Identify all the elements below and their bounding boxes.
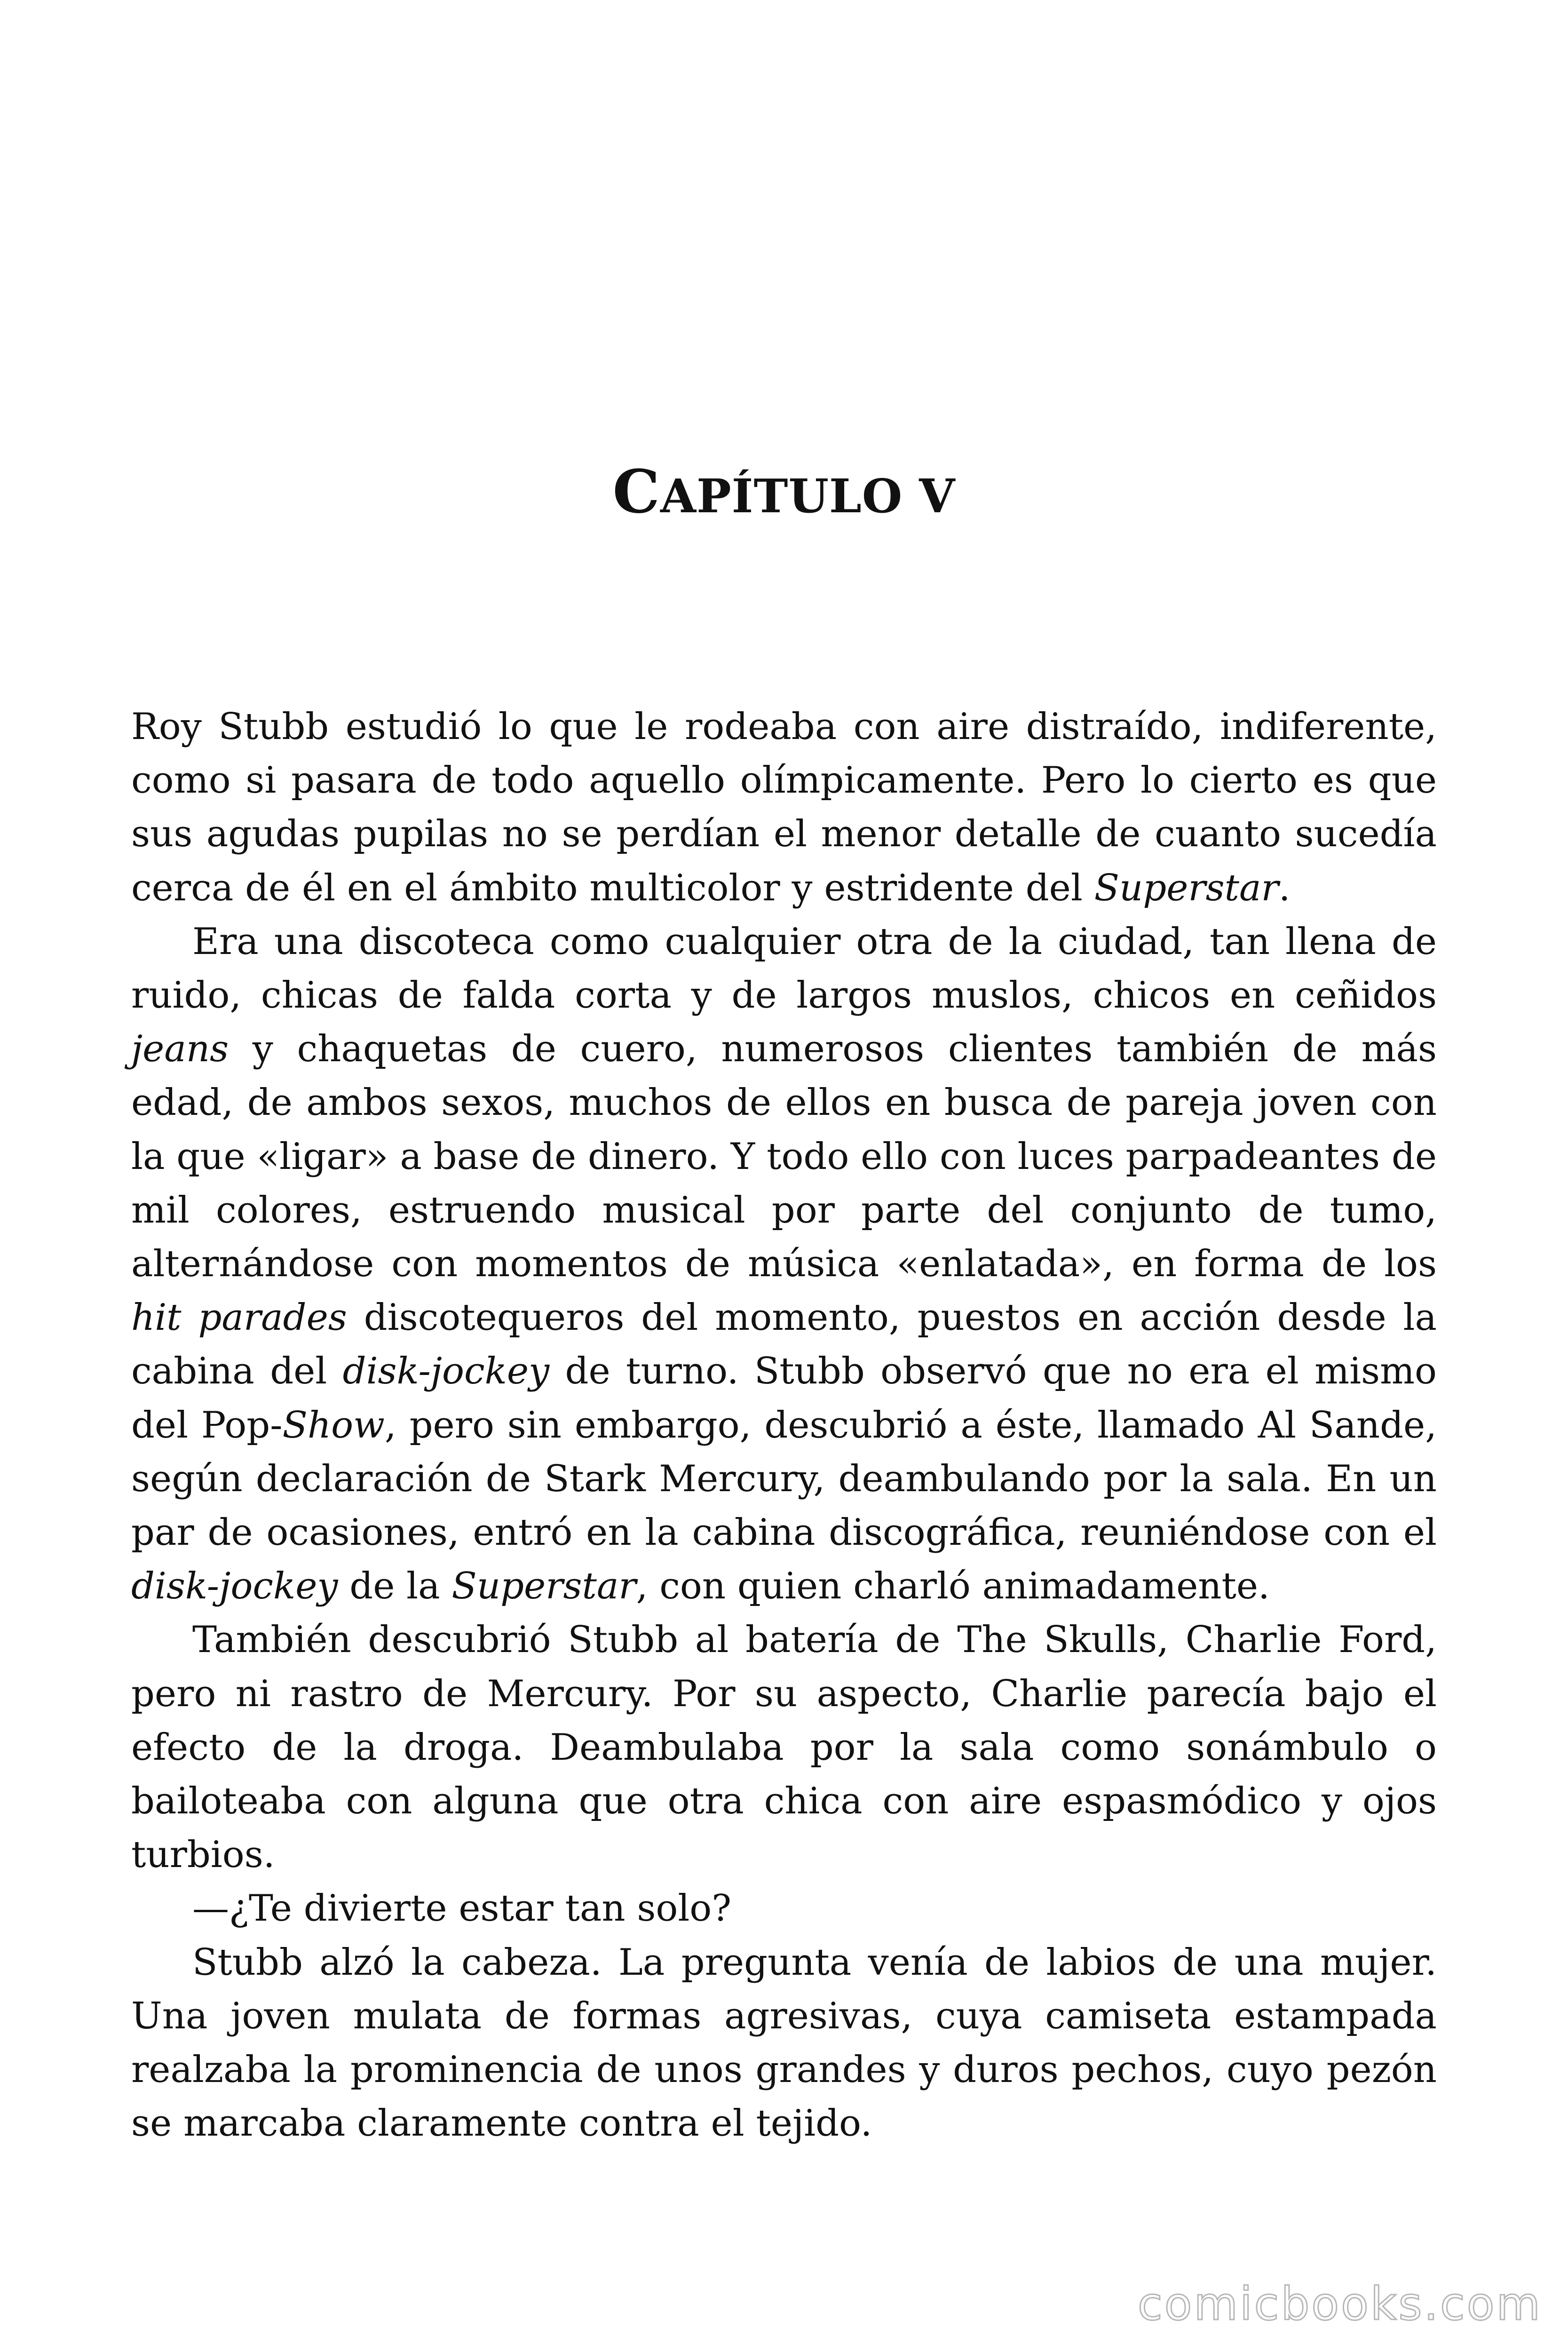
paragraph-text: Stubb alzó la cabeza. La pregunta venía de labios de una mujer. Una joven mulata de formas agresivas, cuya camiseta estampada realzaba la prominencia de unos grandes y duros pechos, cuyo pezón se marcaba claramente contra el tejido. <box>131 1941 1437 2145</box>
watermark: comicbooks.com <box>1137 2278 1542 2330</box>
paragraph-text: . <box>1278 866 1291 909</box>
italic-term: disk-jockey <box>131 1565 338 1608</box>
italic-term: disk-jockey <box>342 1350 550 1393</box>
italic-term: hit parades <box>131 1296 347 1339</box>
paragraph-text: discotequeros del momento, puestos en acción desde la cabina del <box>131 1296 1437 1393</box>
paragraph-text: Era una discoteca como cualquier otra de la ciudad, tan llena de ruido, chicas de falda corta y de largos muslos, chicos en ceñidos <box>131 920 1437 1017</box>
paragraph <box>131 700 1437 915</box>
paragraph-text: Roy Stubb estudió lo que le rodeaba con aire distraído, indiferente, como si pasara de todo aquello olímpicamente. Pero lo cierto es que sus agudas pupilas no se perdían el menor detalle de cuanto sucedía cerca de él en el ámbito multicolor y estridente del <box>131 706 1437 909</box>
paragraph <box>131 1613 1437 1882</box>
chapter-body <box>131 700 1437 2150</box>
paragraph-text: y chaquetas de cuero, numerosos clientes también de más edad, de ambos sexos, muchos de ellos en busca de pareja joven con la que «ligar» a base de dinero. Y todo ello con luces parpadeantes de mil colores, estruendo musical por parte del conjunto de tumo, alternándose con momentos de música «enlatada», en forma de los <box>131 1028 1437 1286</box>
paragraph-text: —¿Te divierte estar tan solo? <box>192 1887 732 1930</box>
dialogue-line <box>131 1882 1437 1935</box>
italic-term: jeans <box>131 1028 229 1071</box>
italic-term: Superstar <box>1094 866 1279 909</box>
paragraph <box>131 915 1437 1613</box>
paragraph-text: de la <box>338 1565 452 1608</box>
paragraph-text: También descubrió Stubb al batería de The Skulls, Charlie Ford, pero ni rastro de Mercury. Por su aspecto, Charlie parecía bajo el efecto de la droga. Deambulaba por la sala como sonámbulo o bailoteaba con alguna que otra chica con aire espasmódico y ojos turbios. <box>131 1619 1437 1876</box>
chapter-title-rest: APÍTULO V <box>660 469 956 524</box>
italic-term: Superstar <box>451 1565 636 1608</box>
paragraph-text: , pero sin embargo, descubrió a éste, llamado Al Sande, según declaración de Stark Mercury, deambulando por la sala. En un par de ocasiones, entró en la cabina discográfica, reuniéndose con el <box>131 1404 1437 1554</box>
chapter-title <box>0 454 1568 534</box>
paragraph <box>131 1936 1437 2151</box>
italic-term: Show <box>282 1404 385 1446</box>
paragraph-text: , con quien charló animadamente. <box>636 1565 1270 1608</box>
paragraph-text: de turno. Stubb observó que no era el mismo del Pop- <box>131 1350 1437 1446</box>
chapter-title-initial: C <box>612 457 660 526</box>
